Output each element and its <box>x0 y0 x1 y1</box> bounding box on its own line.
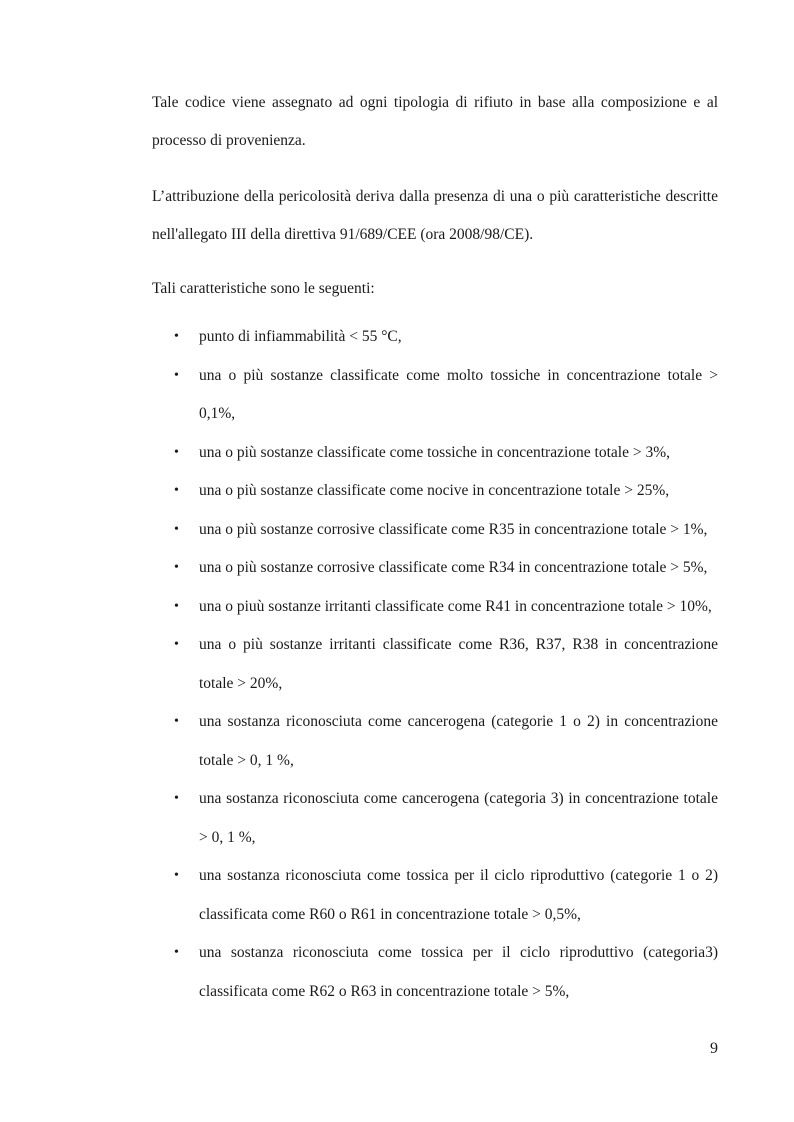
list-item <box>152 549 718 588</box>
bullet-icon: • <box>174 560 179 575</box>
list-item <box>152 626 718 703</box>
list-item-text: una o più sostanze classificate come molto tossiche in concentrazione totale > 0,1%, <box>199 366 718 422</box>
bullet-icon: • <box>174 329 179 344</box>
bullet-icon: • <box>174 598 179 614</box>
bullet-icon: • <box>174 521 179 537</box>
list-item <box>152 780 718 857</box>
paragraph-hazard-attribution: L’attribuzione della pericolosità deriva dalla presenza di una o più caratteristiche descritte nell'allegato III della direttiva 91/689/CEE (ora 2008/98/CE). <box>152 188 718 243</box>
paragraph-code-assignment: Tale codice viene assegnato ad ogni tipologia di rifiuto in base alla composizione e al processo di provenienza. <box>152 94 718 149</box>
page-number: 9 <box>710 1040 718 1057</box>
paragraph-characteristics-intro: Tali caratteristiche sono le seguenti: <box>152 280 375 297</box>
list-item-text: una sostanza riconosciuta come tossica per il ciclo riproduttivo (categorie 1 o 2) classificata come R60 o R61 in concentrazione totale > 0,5%, <box>199 867 718 923</box>
list-item <box>152 703 718 780</box>
list-item-text: una sostanza riconosciuta come cancerogena (categoria 3) in concentrazione totale > 0, 1 %, <box>199 790 718 846</box>
bullet-icon: • <box>174 945 179 960</box>
list-item <box>152 357 718 434</box>
list-item-text: una sostanza riconosciuta come cancerogena (categorie 1 o 2) in concentrazione totale > 0, 1 %, <box>199 713 718 769</box>
list-item <box>152 472 718 511</box>
list-item <box>152 511 718 550</box>
list-item-text: una o più sostanze corrosive classificate come R35 in concentrazione totale > 1%, <box>199 520 708 538</box>
list-item-text: una o più sostanze classificate come tossiche in concentrazione totale > 3%, <box>199 443 670 461</box>
bullet-icon: • <box>174 444 179 460</box>
list-item-text: punto di infiammabilità < 55 °C, <box>199 328 402 345</box>
bullet-icon: • <box>174 714 179 729</box>
list-item-text: una o piuù sostanze irritanti classificate come R41 in concentrazione totale > 10%, <box>199 597 712 615</box>
list-item <box>152 934 718 1011</box>
list-item-text: una o più sostanze irritanti classificate come R36, R37, R38 in concentrazione totale > 20%, <box>199 636 718 692</box>
list-item <box>152 434 718 473</box>
bullet-icon: • <box>174 868 179 883</box>
bullet-icon: • <box>174 637 179 652</box>
bullet-icon: • <box>174 483 179 498</box>
list-item <box>152 588 718 627</box>
list-item <box>152 857 718 934</box>
list-item <box>152 318 718 357</box>
list-item-text: una o più sostanze corrosive classificate come R34 in concentrazione totale > 5%, <box>199 559 708 576</box>
list-item-text: una sostanza riconosciuta come tossica per il ciclo riproduttivo (categoria3) classificata come R62 o R63 in concentrazione totale > 5%, <box>199 944 718 1000</box>
list-item-text: una o più sostanze classificate come nocive in concentrazione totale > 25%, <box>199 482 670 499</box>
bullet-icon: • <box>174 791 179 806</box>
bullet-icon: • <box>174 367 179 383</box>
hazard-characteristics-list <box>152 318 718 1011</box>
